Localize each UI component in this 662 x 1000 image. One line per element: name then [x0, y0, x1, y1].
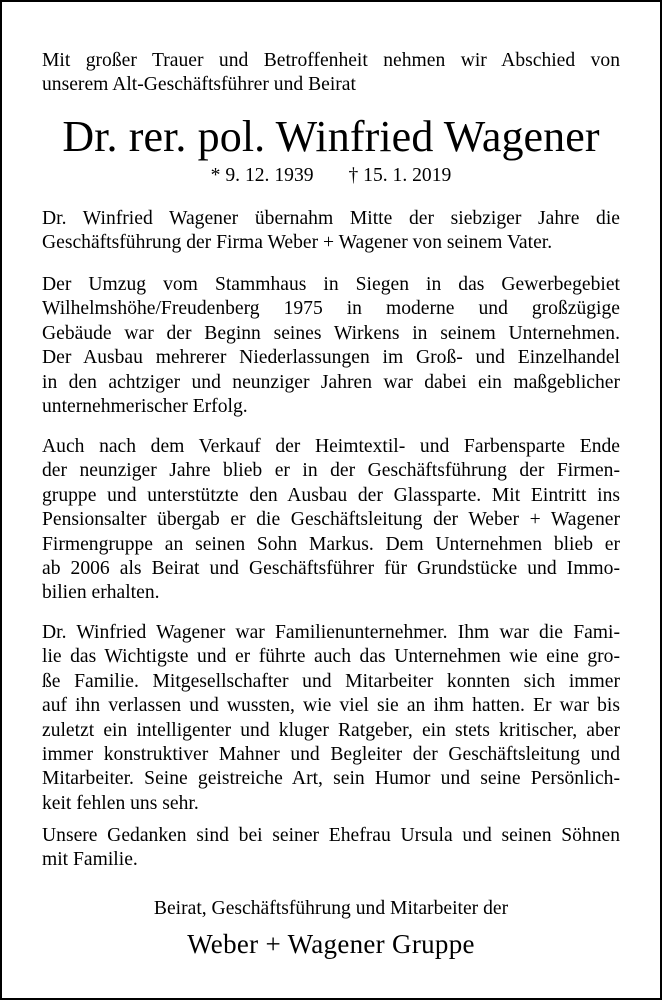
text-line: keit fehlen uns sehr. — [42, 792, 199, 814]
text-line: Geschäftsführung der Firma Weber + Wagener von seinem Vater. — [42, 232, 553, 254]
paragraph-succession — [42, 207, 620, 256]
life-dates — [42, 164, 620, 188]
text-line: Auch nach dem Verkauf der Heimtextil- und Farbensparte Ende — [42, 436, 620, 457]
text-line: Pensionsalter übergab er die Geschäftsleitung der Weber + Wagener — [42, 509, 620, 531]
text-line: Gebäude war der Beginn seines Wirkens in seinem Unternehmen. — [42, 322, 620, 344]
paragraph-condolences — [42, 824, 620, 873]
text-line: lie das Wichtigste und er führte auch das Unternehmen wie eine gro- — [42, 646, 620, 668]
text-line: immer konstruktiver Mahner und Begleiter der Geschäftsleitung und — [42, 744, 620, 766]
text-line: der neunziger Jahre blieb er in der Geschäftsführung der Firmen- — [42, 460, 620, 482]
deceased-name: Dr. rer. pol. Winfried Wagener — [62, 112, 600, 161]
text-line: gruppe und unterstützte den Ausbau der Glassparte. Mit Eintritt ins — [42, 484, 620, 506]
text-line: unternehmerischer Erfolg. — [42, 396, 248, 418]
text-line: Dr. Winfried Wagener übernahm Mitte der siebziger Jahre die — [42, 208, 620, 229]
mourners-line: Beirat, Geschäftsführung und Mitarbeiter der — [153, 898, 509, 919]
text-line: mit Familie. — [42, 849, 138, 871]
text-line: in den achtziger und neunziger Jahren war dabei ein maßgeblicher — [42, 371, 620, 393]
text-line: Dr. Winfried Wagener war Familienunternehmer. Ihm war die Fami- — [42, 622, 620, 643]
text-line: Der Ausbau mehrerer Niederlassungen im Groß- und Einzelhandel — [42, 347, 620, 369]
text-line: Wilhelmshöhe/Freudenberg 1975 in moderne und großzügige — [42, 298, 620, 320]
text-line: Der Umzug vom Stammhaus in Siegen in das Gewerbegebiet — [42, 274, 620, 295]
intro-text — [42, 49, 620, 98]
paragraph-later-career — [42, 435, 620, 606]
death-date: † 15. 1. 2019 — [348, 165, 452, 186]
text-line: auf ihn verlassen und wussten, wie viel sie an ihm hatten. Er war bis — [42, 695, 620, 717]
intro-line: unserem Alt-Geschäftsführer und Beirat — [42, 74, 356, 96]
intro-line: Mit großer Trauer und Betroffenheit nehmen wir Abschied von — [42, 50, 620, 71]
text-line: Unsere Gedanken sind bei seiner Ehefrau Ursula und seinen Söhnen — [42, 825, 620, 846]
text-line: bilien erhalten. — [42, 582, 160, 604]
text-line: zuletzt ein intelligenter und kluger Ratgeber, ein stets kritischer, aber — [42, 719, 620, 741]
text-line: Mitarbeiter. Seine geistreiche Art, sein Humor und seine Persönlich- — [42, 768, 620, 790]
paragraph-family-entrepreneur — [42, 621, 620, 816]
text-line: ße Familie. Mitgesellschafter und Mitarbeiter konnten sich immer — [42, 670, 620, 692]
birth-date: * 9. 12. 1939 — [210, 165, 314, 186]
text-line: Firmengruppe an seinen Sohn Markus. Dem Unternehmen blieb er — [42, 533, 620, 555]
text-line: ab 2006 als Beirat und Geschäftsführer für Grundstücke und Immo- — [42, 558, 620, 580]
company-name: Weber + Wagener Gruppe — [187, 929, 475, 959]
paragraph-relocation — [42, 273, 620, 419]
